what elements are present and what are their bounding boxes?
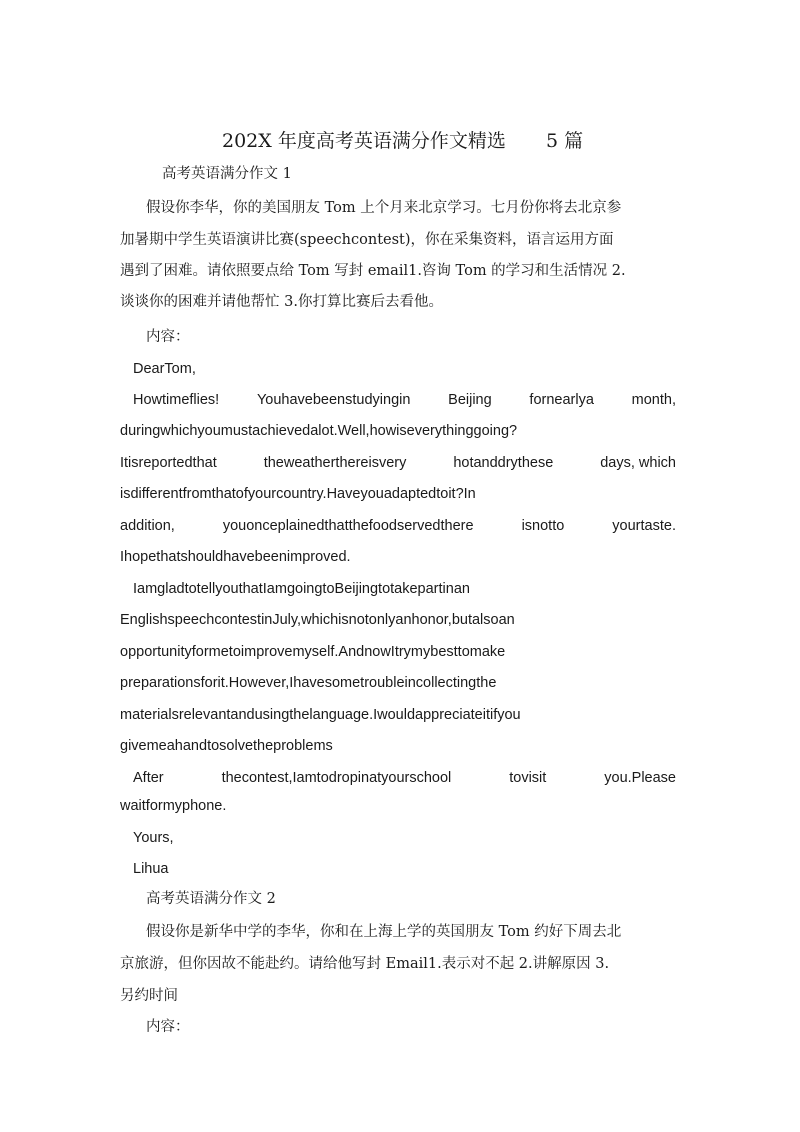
letter-line-6: Ihopethatshouldhavebeenimproved. [120,549,351,565]
essay2-prompt-line-2: 京旅游，但你因故不能赴约。请给他写封 Email1.表示对不起 2.讲解原因 3. [120,956,610,972]
letter-line-8: EnglishspeechcontestinJuly,whichisnotonlyanhonor,butalsoan [120,612,515,628]
title-main: 202X 年度高考英语满分作文精选 [222,130,506,152]
essay1-prompt-line-2: 加暑期中学生英语演讲比赛(speechcontest)，你在采集资料，语言运用方面 [120,232,614,248]
title-count: 5 篇 [546,130,584,152]
letter-line-12: givemeahandtosolvetheproblems [120,738,333,754]
letter-line-10: preparationsforit.However,Ihavesometroubleincollectingthe [120,675,497,691]
letter-line-5-word-1: addition, [120,518,175,534]
letter-line-13-word-2: thecontest,Iamtodropinatyourschool [221,770,452,786]
letter-line-11: materialsrelevantandusingthelanguage.Iwouldappreciateitifyou [120,707,521,723]
essay2-prompt-line-1: 假设你是新华中学的李华，你和在上海上学的英国朋友 Tom 约好下周去北 [146,924,622,940]
letter-line-1 [133,390,676,410]
essay2-prompt-line-3: 另约时间 [120,988,178,1004]
letter-line-1-word-1: Howtimeflies! [133,392,220,408]
letter-line-1-word-2: Youhavebeenstudyingin [256,392,411,408]
letter-line-4: isdifferentfromthatofyourcountry.Haveyouadaptedtoit?In [120,486,476,502]
letter-closing: Yours, [133,830,174,846]
letter-line-3-word-3: hotanddrythese [453,455,554,471]
letter-line-14: waitformyphone. [120,798,227,814]
letter-line-3 [120,453,676,473]
letter-line-13-word-1: After [133,770,164,786]
essay1-heading: 高考英语满分作文 1 [162,166,292,182]
letter-line-1-word-5: month, [631,392,676,408]
letter-line-5 [120,516,676,536]
essay2-content-label: 内容： [146,1019,190,1035]
letter-line-1-word-4: fornearlya [529,392,594,408]
letter-line-13-word-3: tovisit [509,770,547,786]
letter-line-5-word-2: youonceplainedthatthefoodservedthere [222,518,474,534]
letter-line-9: opportunityformetoimprovemyself.AndnowItrymybesttomake [120,644,506,660]
essay1-content-label: 内容： [146,329,190,345]
letter-line-1-word-3: Beijing [448,392,492,408]
essay1-prompt-line-1: 假设你李华，你的美国朋友 Tom 上个月来北京学习。七月份你将去北京参 [146,200,622,216]
letter-line-5-word-3: isnotto [521,518,565,534]
letter-line-3-word-2: theweatherthereisvery [263,455,407,471]
letter-line-13 [133,768,676,788]
essay2-heading: 高考英语满分作文 2 [146,891,276,907]
letter-line-2: duringwhichyoumustachievedalot.Well,howiseverythinggoing? [120,423,518,439]
letter-signature: Lihua [133,861,169,877]
letter-line-7: IamgladtotellyouthatIamgoingtoBeijingtotakepartinan [133,581,470,597]
letter-line-3-word-4: days, which [600,455,676,471]
essay1-prompt-line-3: 遇到了困难。请依照要点给 Tom 写封 email1.咨询 Tom 的学习和生活情况 2. [120,263,626,279]
letter-line-13-word-4: you.Please [604,770,676,786]
letter-line-5-word-4: yourtaste. [612,518,676,534]
letter-greeting: DearTom, [133,361,196,377]
essay1-prompt-line-4: 谈谈你的困难并请他帮忙 3.你打算比赛后去看他。 [120,294,443,310]
letter-line-3-word-1: Itisreportedthat [120,455,217,471]
